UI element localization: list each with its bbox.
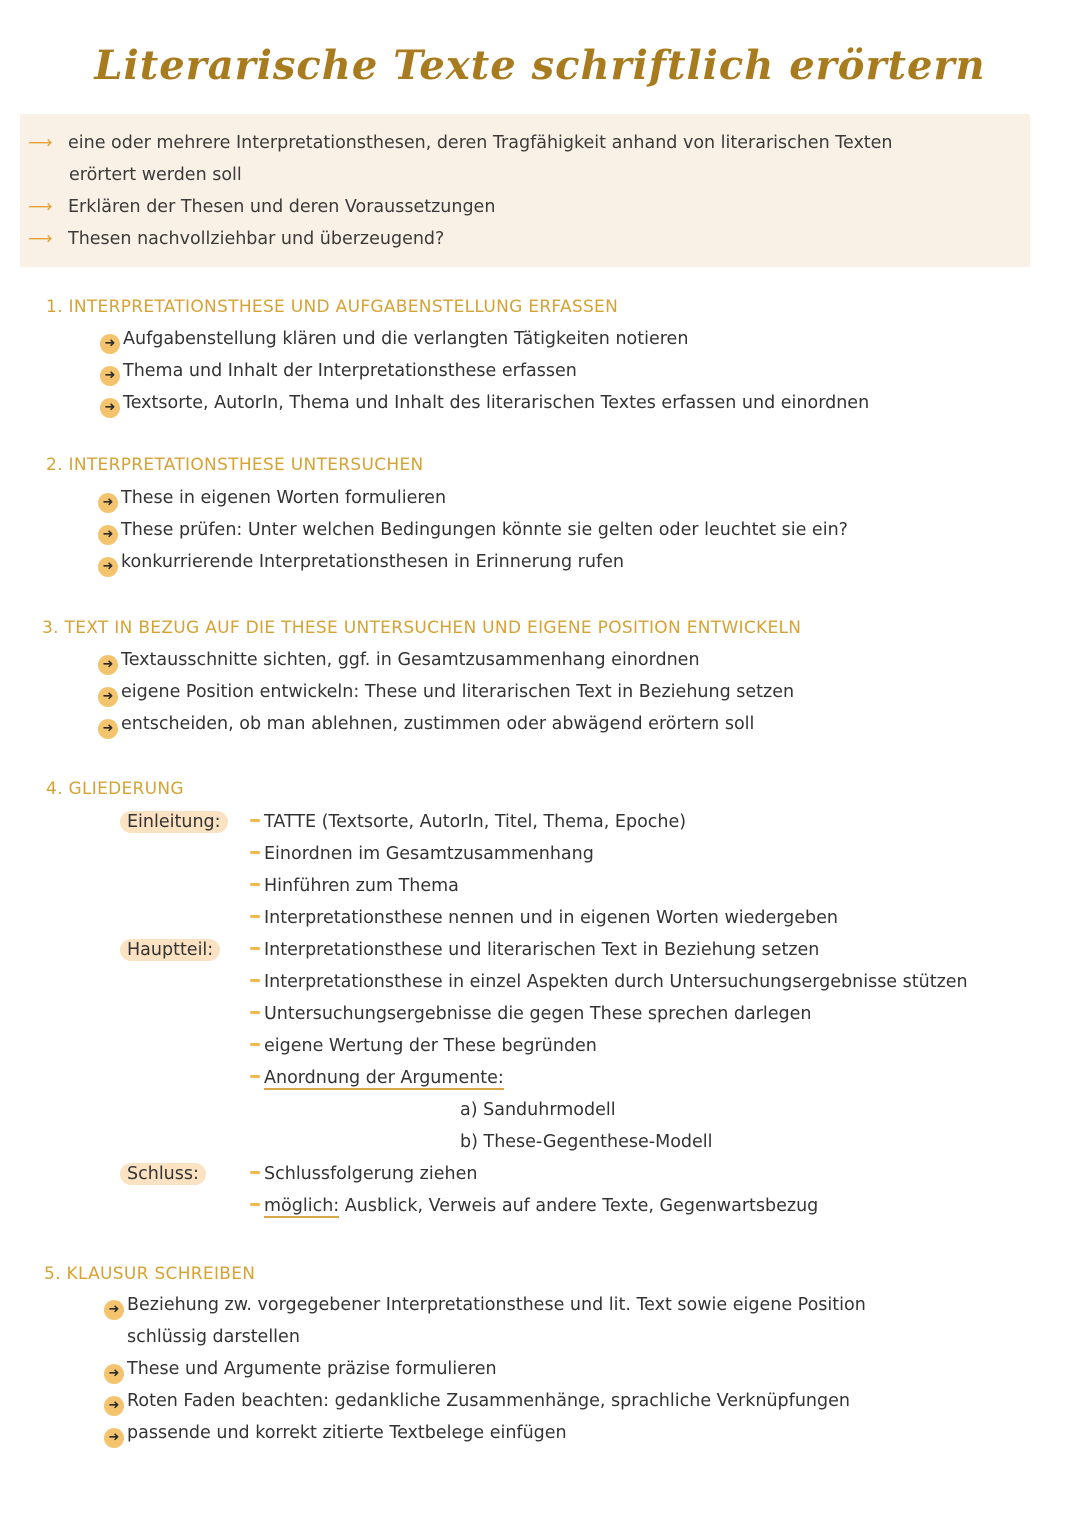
list-item: ➜ Textausschnitte sichten, ggf. in Gesamtzusammenhang einordnen	[98, 650, 700, 675]
arrow-right-icon: ⟶	[28, 197, 53, 217]
list-item: ➜ Beziehung zw. vorgegebener Interpretationsthese und lit. Text sowie eigene Position	[104, 1295, 866, 1320]
arrow-right-icon: ⟶	[28, 229, 53, 249]
dash-bullet-icon	[250, 947, 260, 950]
arrow-bullet-icon: ➜	[98, 493, 118, 513]
list-item: ➜ passende und korrekt zitierte Textbelege einfügen	[104, 1423, 567, 1448]
section-2-heading: 2. INTERPRETATIONSTHESE UNTERSUCHEN	[46, 455, 424, 475]
arrow-bullet-icon: ➜	[100, 366, 120, 386]
list-item: Interpretationsthese in einzel Aspekten durch Untersuchungsergebnisse stützen	[250, 972, 968, 992]
intro-line-1-cont: erörtert werden soll	[69, 165, 242, 185]
list-item: ➜ Aufgabenstellung klären und die verlangten Tätigkeiten notieren	[100, 329, 688, 354]
list-item: ➜ Roten Faden beachten: gedankliche Zusammenhänge, sprachliche Verknüpfungen	[104, 1391, 850, 1416]
einleitung-label: Einleitung:	[120, 811, 228, 833]
dash-bullet-icon	[250, 915, 260, 918]
arrow-bullet-icon: ➜	[98, 687, 118, 707]
list-item-cont: schlüssig darstellen	[127, 1327, 300, 1347]
intro-line-1: ⟶ eine oder mehrere Interpretationsthesen, deren Tragfähigkeit anhand von literarischen Texten	[28, 133, 893, 153]
dash-bullet-icon	[250, 979, 260, 982]
arrow-bullet-icon: ➜	[104, 1364, 124, 1384]
dash-bullet-icon	[250, 1043, 260, 1046]
list-item: ➜ These prüfen: Unter welchen Bedingungen könnte sie gelten oder leuchtet sie ein?	[98, 520, 848, 545]
section-1-heading: 1. INTERPRETATIONSTHESE UND AUFGABENSTELLUNG ERFASSEN	[46, 297, 619, 317]
list-item: ➜ Textsorte, AutorIn, Thema und Inhalt des literarischen Textes erfassen und einordnen	[100, 393, 869, 418]
section-3-heading: 3. TEXT IN BEZUG AUF DIE THESE UNTERSUCHEN UND EIGENE POSITION ENTWICKELN	[42, 618, 802, 638]
intro-line-3: ⟶ Thesen nachvollziehbar und überzeugend?	[28, 229, 445, 249]
list-item: ➜ konkurrierende Interpretationsthesen in Erinnerung rufen	[98, 552, 624, 577]
arrow-bullet-icon: ➜	[98, 525, 118, 545]
list-item: ➜ These und Argumente präzise formulieren	[104, 1359, 497, 1384]
dash-bullet-icon	[250, 1171, 260, 1174]
arrow-bullet-icon: ➜	[100, 398, 120, 418]
arrow-bullet-icon: ➜	[104, 1396, 124, 1416]
list-item: ➜ Thema und Inhalt der Interpretationsthese erfassen	[100, 361, 577, 386]
list-item: möglich: Ausblick, Verweis auf andere Texte, Gegenwartsbezug	[250, 1196, 818, 1216]
arrow-bullet-icon: ➜	[104, 1428, 124, 1448]
dash-bullet-icon	[250, 819, 260, 822]
model-item: a) Sanduhrmodell	[460, 1100, 616, 1120]
list-item: Schlussfolgerung ziehen	[250, 1164, 477, 1184]
list-item: TATTE (Textsorte, AutorIn, Titel, Thema, Epoche)	[250, 812, 686, 832]
model-item: b) These-Gegenthese-Modell	[460, 1132, 713, 1152]
dash-bullet-icon	[250, 1011, 260, 1014]
list-item: Interpretationsthese nennen und in eigenen Worten wiedergeben	[250, 908, 838, 928]
arrow-bullet-icon: ➜	[98, 655, 118, 675]
arrow-bullet-icon: ➜	[104, 1300, 124, 1320]
arrow-bullet-icon: ➜	[98, 719, 118, 739]
page-title: Literarische Texte schriftlich erörtern	[94, 42, 986, 89]
intro-line-2: ⟶ Erklären der Thesen und deren Voraussetzungen	[28, 197, 496, 217]
dash-bullet-icon	[250, 851, 260, 854]
list-item: ➜ These in eigenen Worten formulieren	[98, 488, 446, 513]
schluss-label: Schluss:	[120, 1163, 206, 1185]
dash-bullet-icon	[250, 883, 260, 886]
list-item: Interpretationsthese und literarischen Text in Beziehung setzen	[250, 940, 819, 960]
list-item: Einordnen im Gesamtzusammenhang	[250, 844, 594, 864]
list-item: Anordnung der Argumente:	[250, 1068, 504, 1088]
dash-bullet-icon	[250, 1075, 260, 1078]
list-item: eigene Wertung der These begründen	[250, 1036, 597, 1056]
list-item: ➜ eigene Position entwickeln: These und literarischen Text in Beziehung setzen	[98, 682, 794, 707]
hauptteil-label: Hauptteil:	[120, 939, 220, 961]
section-4-heading: 4. GLIEDERUNG	[46, 779, 184, 799]
arrow-bullet-icon: ➜	[98, 557, 118, 577]
dash-bullet-icon	[250, 1203, 260, 1206]
section-5-heading: 5. KLAUSUR SCHREIBEN	[44, 1264, 256, 1284]
arrow-right-icon: ⟶	[28, 133, 53, 153]
list-item: ➜ entscheiden, ob man ablehnen, zustimmen oder abwägend erörtern soll	[98, 714, 754, 739]
arrow-bullet-icon: ➜	[100, 334, 120, 354]
list-item: Hinführen zum Thema	[250, 876, 459, 896]
list-item: Untersuchungsergebnisse die gegen These sprechen darlegen	[250, 1004, 811, 1024]
